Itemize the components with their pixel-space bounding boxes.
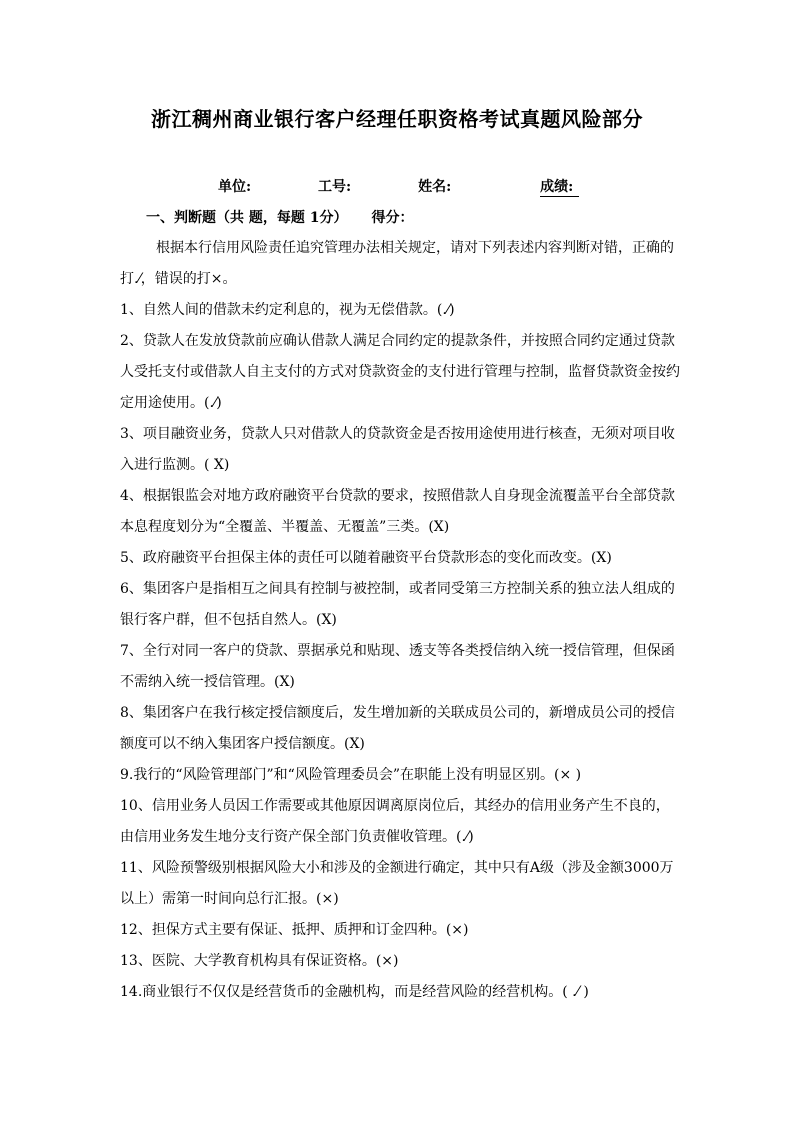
section-heading — [146, 207, 414, 227]
employee-id-label: 工号: — [318, 179, 352, 195]
question-11: 11、风险预警级别根据风险大小和涉及的金额进行确定，其中只有A级（涉及金额3000万以上）需第一时间向总行汇报。(×) — [120, 860, 674, 907]
question-7: 7、全行对同一客户的贷款、票据承兑和贴现、透支等各类授信纳入统一授信管理，但保函不需纳入统一授信管理。(X) — [120, 643, 675, 690]
question-4: 4、根据银监会对地方政府融资平台贷款的要求，按照借款人自身现金流覆盖平台全部贷款本息程度划分为“全覆盖、半覆盖、无覆盖”三类。(X) — [120, 488, 675, 535]
question-1: 1、自然人间的借款未约定利息的，视为无偿借款。(.⁄) — [120, 302, 455, 318]
question-12: 12、担保方式主要有保证、抵押、质押和订金四种。(×) — [120, 922, 469, 938]
unit-label: 单位: — [218, 179, 252, 195]
question-5: 5、政府融资平台担保主体的责任可以随着融资平台贷款形态的变化而改变。(X) — [120, 550, 612, 566]
question-8: 8、集团客户在我行核定授信额度后，发生增加新的关联成员公司的，新增成员公司的授信额度可以不纳入集团客户授信额度。(X) — [120, 705, 675, 752]
name-label: 姓名: — [418, 179, 452, 195]
question-14: 14.商业银行不仅仅是经营货币的金融机构，而是经营风险的经营机构。( .⁄ ) — [120, 984, 589, 1000]
exam-info-row — [218, 176, 579, 197]
instructions-paragraph: 根据本行信用风险责任追究管理办法相关规定，请对下列表述内容判断对错，正确的打.⁄，错误的打×。 — [120, 240, 674, 287]
section-title: 一、判断题（共 题，每题 1分） — [146, 210, 348, 226]
question-2: 2、贷款人在发放贷款前应确认借款人满足合同约定的提款条件，并按照合同约定通过贷款人受托支付或借款人自主支付的方式对贷款资金的支付进行管理与控制，监督贷款资金按约定用途使用。(.⁄) — [120, 333, 680, 411]
document-title: 浙江稠州商业银行客户经理任职资格考试真题风险部分 — [151, 107, 643, 131]
question-10: 10、信用业务人员因工作需要或其他原因调离原岗位后，其经办的信用业务产生不良的，由信用业务发生地分支行资产保全部门负责催收管理。(.⁄) — [120, 798, 670, 845]
section-score-label: 得分： — [371, 210, 414, 226]
question-6: 6、集团客户是指相互之间具有控制与被控制，或者同受第三方控制关系的独立法人组成的银行客户群，但不包括自然人。(X) — [120, 581, 675, 628]
question-9: 9.我行的“风险管理部门”和“风险管理委员会”在职能上没有明显区别。(× ) — [120, 767, 582, 783]
score-label: 成绩: — [540, 176, 579, 197]
question-13: 13、医院、大学教育机构具有保证资格。(×) — [120, 953, 399, 969]
question-3: 3、项目融资业务，贷款人只对借款人的贷款资金是否按用途使用进行核查，无须对项目收入进行监测。( X) — [120, 426, 675, 473]
